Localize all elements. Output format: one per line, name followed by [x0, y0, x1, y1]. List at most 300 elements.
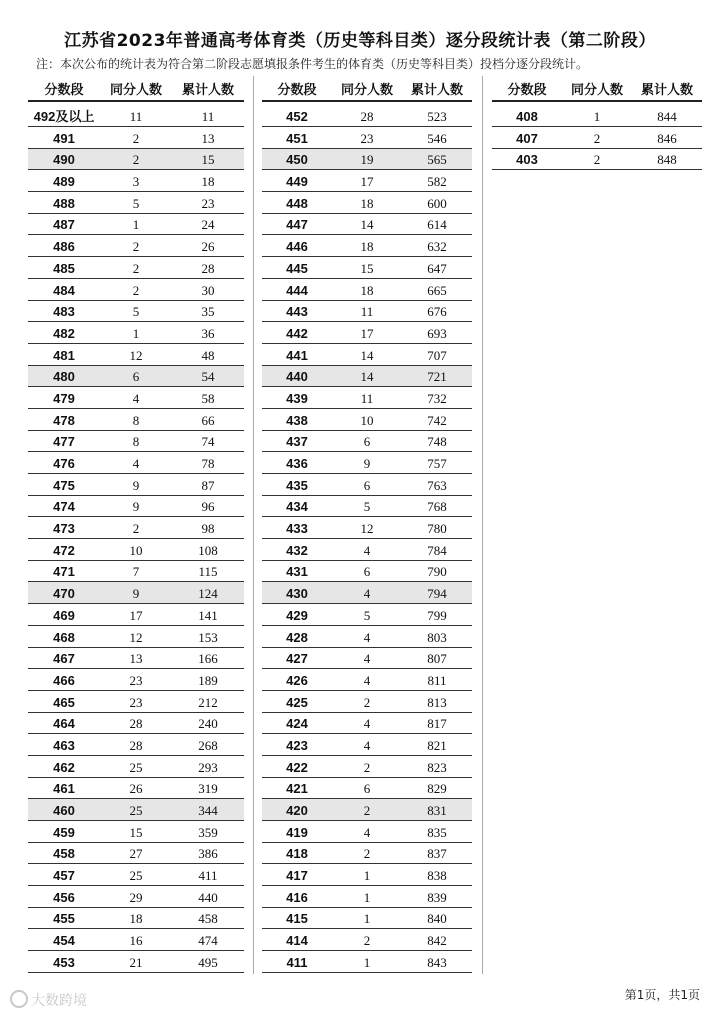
score-cell: 423	[262, 734, 332, 756]
table-row	[28, 755, 244, 777]
cumulative-cell: 24	[172, 213, 244, 235]
score-cell: 470	[28, 582, 100, 604]
table-row	[28, 604, 244, 626]
score-cell: 486	[28, 235, 100, 257]
table-row	[262, 712, 472, 734]
table-row	[262, 213, 472, 235]
score-cell: 448	[262, 192, 332, 214]
score-cell: 434	[262, 495, 332, 517]
cumulative-cell: 831	[402, 799, 472, 821]
same-count-cell: 12	[332, 517, 402, 539]
same-count-cell: 4	[332, 734, 402, 756]
score-cell: 452	[262, 101, 332, 127]
cumulative-cell: 838	[402, 864, 472, 886]
table-row	[28, 647, 244, 669]
same-count-cell: 1	[332, 886, 402, 908]
cumulative-cell: 458	[172, 907, 244, 929]
score-cell: 464	[28, 712, 100, 734]
cumulative-cell: 813	[402, 690, 472, 712]
score-cell: 491	[28, 127, 100, 149]
cumulative-cell: 843	[402, 951, 472, 973]
same-count-cell: 2	[562, 148, 632, 170]
score-cell: 403	[492, 148, 562, 170]
same-count-cell: 1	[332, 907, 402, 929]
table-row	[28, 929, 244, 951]
table-row	[262, 257, 472, 279]
cumulative-cell: 842	[402, 929, 472, 951]
same-count-cell: 4	[100, 452, 172, 474]
table-row	[262, 734, 472, 756]
column-divider	[253, 76, 254, 974]
cumulative-cell: 87	[172, 474, 244, 496]
score-cell: 443	[262, 300, 332, 322]
cumulative-cell: 614	[402, 213, 472, 235]
table-row	[28, 343, 244, 365]
table-row	[28, 408, 244, 430]
cumulative-cell: 790	[402, 560, 472, 582]
table-row	[28, 148, 244, 170]
score-cell: 440	[262, 365, 332, 387]
cumulative-cell: 66	[172, 408, 244, 430]
column-header: 累计人数	[402, 76, 472, 101]
watermark-logo-icon	[10, 990, 28, 1008]
table-row	[262, 343, 472, 365]
score-cell: 426	[262, 669, 332, 691]
score-cell: 418	[262, 842, 332, 864]
same-count-cell: 18	[332, 235, 402, 257]
table-row	[28, 235, 244, 257]
score-table-col-1	[28, 76, 244, 973]
table-row	[28, 300, 244, 322]
score-cell: 471	[28, 560, 100, 582]
table-row	[262, 101, 472, 127]
table-row	[262, 864, 472, 886]
table-row	[28, 625, 244, 647]
score-cell: 415	[262, 907, 332, 929]
column-divider	[482, 76, 483, 974]
same-count-cell: 4	[332, 625, 402, 647]
same-count-cell: 18	[100, 907, 172, 929]
table-row	[262, 474, 472, 496]
column-header: 同分人数	[332, 76, 402, 101]
table-row	[28, 322, 244, 344]
score-cell: 421	[262, 777, 332, 799]
same-count-cell: 2	[100, 127, 172, 149]
cumulative-cell: 829	[402, 777, 472, 799]
cumulative-cell: 844	[632, 101, 702, 127]
score-cell: 459	[28, 821, 100, 843]
score-cell: 417	[262, 864, 332, 886]
score-cell: 457	[28, 864, 100, 886]
same-count-cell: 25	[100, 864, 172, 886]
score-cell: 414	[262, 929, 332, 951]
cumulative-cell: 212	[172, 690, 244, 712]
column-header: 同分人数	[562, 76, 632, 101]
table-header-row	[28, 76, 244, 101]
same-count-cell: 2	[332, 799, 402, 821]
table-row	[262, 430, 472, 452]
score-cell: 478	[28, 408, 100, 430]
cumulative-cell: 74	[172, 430, 244, 452]
cumulative-cell: 807	[402, 647, 472, 669]
score-cell: 483	[28, 300, 100, 322]
same-count-cell: 3	[100, 170, 172, 192]
score-cell: 408	[492, 101, 562, 127]
cumulative-cell: 732	[402, 387, 472, 409]
table-row	[28, 101, 244, 127]
watermark-text: 大数跨境	[31, 993, 87, 1009]
same-count-cell: 12	[100, 625, 172, 647]
watermark	[10, 990, 87, 1010]
score-cell: 487	[28, 213, 100, 235]
score-cell: 420	[262, 799, 332, 821]
column-header: 分数段	[262, 76, 332, 101]
cumulative-cell: 632	[402, 235, 472, 257]
cumulative-cell: 58	[172, 387, 244, 409]
cumulative-cell: 96	[172, 495, 244, 517]
table-row	[262, 690, 472, 712]
same-count-cell: 8	[100, 408, 172, 430]
table-row	[492, 148, 702, 170]
same-count-cell: 17	[332, 322, 402, 344]
score-cell: 488	[28, 192, 100, 214]
table-row	[28, 213, 244, 235]
cumulative-cell: 26	[172, 235, 244, 257]
same-count-cell: 4	[332, 712, 402, 734]
page-title: 江苏省2023年普通高考体育类（历史等科目类）逐分段统计表（第二阶段）	[64, 31, 656, 51]
score-cell: 441	[262, 343, 332, 365]
score-cell: 455	[28, 907, 100, 929]
score-cell: 438	[262, 408, 332, 430]
table-row	[262, 539, 472, 561]
table-row	[28, 799, 244, 821]
cumulative-cell: 799	[402, 604, 472, 626]
cumulative-cell: 48	[172, 343, 244, 365]
table-row	[28, 539, 244, 561]
table-row	[28, 278, 244, 300]
cumulative-cell: 823	[402, 755, 472, 777]
same-count-cell: 15	[332, 257, 402, 279]
score-cell: 482	[28, 322, 100, 344]
table-row	[262, 127, 472, 149]
same-count-cell: 28	[332, 101, 402, 127]
table-row	[492, 101, 702, 127]
table-row	[262, 907, 472, 929]
same-count-cell: 14	[332, 343, 402, 365]
table-row	[28, 821, 244, 843]
cumulative-cell: 565	[402, 148, 472, 170]
score-cell: 435	[262, 474, 332, 496]
cumulative-cell: 18	[172, 170, 244, 192]
cumulative-cell: 721	[402, 365, 472, 387]
column-header: 分数段	[492, 76, 562, 101]
score-cell: 474	[28, 495, 100, 517]
same-count-cell: 25	[100, 799, 172, 821]
table-row	[262, 886, 472, 908]
same-count-cell: 2	[100, 257, 172, 279]
cumulative-cell: 411	[172, 864, 244, 886]
same-count-cell: 6	[332, 777, 402, 799]
same-count-cell: 4	[332, 582, 402, 604]
same-count-cell: 26	[100, 777, 172, 799]
same-count-cell: 5	[332, 604, 402, 626]
table-row	[28, 387, 244, 409]
same-count-cell: 2	[100, 235, 172, 257]
cumulative-cell: 523	[402, 101, 472, 127]
table-row	[262, 777, 472, 799]
table-row	[28, 517, 244, 539]
same-count-cell: 2	[332, 929, 402, 951]
table-row	[28, 669, 244, 691]
table-row	[262, 560, 472, 582]
cumulative-cell: 36	[172, 322, 244, 344]
same-count-cell: 9	[100, 495, 172, 517]
table-row	[262, 452, 472, 474]
same-count-cell: 10	[332, 408, 402, 430]
table-header-row	[262, 76, 472, 101]
cumulative-cell: 386	[172, 842, 244, 864]
same-count-cell: 28	[100, 712, 172, 734]
cumulative-cell: 293	[172, 755, 244, 777]
same-count-cell: 1	[332, 864, 402, 886]
same-count-cell: 27	[100, 842, 172, 864]
score-cell: 467	[28, 647, 100, 669]
cumulative-cell: 811	[402, 669, 472, 691]
score-cell: 427	[262, 647, 332, 669]
table-row	[262, 625, 472, 647]
score-cell: 422	[262, 755, 332, 777]
table-row	[28, 192, 244, 214]
table-row	[28, 430, 244, 452]
cumulative-cell: 742	[402, 408, 472, 430]
score-cell: 425	[262, 690, 332, 712]
same-count-cell: 9	[100, 582, 172, 604]
table-row	[28, 907, 244, 929]
cumulative-cell: 23	[172, 192, 244, 214]
table-row	[28, 495, 244, 517]
score-cell: 473	[28, 517, 100, 539]
same-count-cell: 2	[100, 148, 172, 170]
score-cell: 475	[28, 474, 100, 496]
same-count-cell: 2	[332, 755, 402, 777]
same-count-cell: 15	[100, 821, 172, 843]
same-count-cell: 7	[100, 560, 172, 582]
same-count-cell: 2	[562, 127, 632, 149]
score-cell: 433	[262, 517, 332, 539]
score-cell: 468	[28, 625, 100, 647]
score-cell: 430	[262, 582, 332, 604]
same-count-cell: 23	[332, 127, 402, 149]
cumulative-cell: 54	[172, 365, 244, 387]
page-footer: 第1页，共1页	[624, 988, 700, 1002]
cumulative-cell: 98	[172, 517, 244, 539]
cumulative-cell: 35	[172, 300, 244, 322]
cumulative-cell: 124	[172, 582, 244, 604]
cumulative-cell: 794	[402, 582, 472, 604]
same-count-cell: 1	[562, 101, 632, 127]
table-row	[28, 777, 244, 799]
score-cell: 454	[28, 929, 100, 951]
cumulative-cell: 11	[172, 101, 244, 127]
same-count-cell: 5	[332, 495, 402, 517]
cumulative-cell: 840	[402, 907, 472, 929]
score-cell: 432	[262, 539, 332, 561]
score-cell: 465	[28, 690, 100, 712]
table-row	[262, 604, 472, 626]
same-count-cell: 9	[332, 452, 402, 474]
same-count-cell: 6	[332, 430, 402, 452]
table-row	[262, 170, 472, 192]
same-count-cell: 25	[100, 755, 172, 777]
cumulative-cell: 837	[402, 842, 472, 864]
table-row	[28, 951, 244, 973]
score-cell: 431	[262, 560, 332, 582]
cumulative-cell: 784	[402, 539, 472, 561]
note-text: 注：本次公布的统计表为符合第二阶段志愿填报条件考生的体育类（历史等科目类）投档分逐分段统计。	[36, 57, 589, 71]
same-count-cell: 14	[332, 365, 402, 387]
column-header: 累计人数	[632, 76, 702, 101]
score-cell: 462	[28, 755, 100, 777]
table-row	[262, 517, 472, 539]
same-count-cell: 12	[100, 343, 172, 365]
table-row	[28, 582, 244, 604]
same-count-cell: 1	[332, 951, 402, 973]
same-count-cell: 2	[100, 517, 172, 539]
table-row	[28, 127, 244, 149]
score-cell: 450	[262, 148, 332, 170]
cumulative-cell: 757	[402, 452, 472, 474]
same-count-cell: 11	[100, 101, 172, 127]
same-count-cell: 17	[100, 604, 172, 626]
score-cell: 477	[28, 430, 100, 452]
table-row	[262, 669, 472, 691]
table-row	[262, 387, 472, 409]
same-count-cell: 13	[100, 647, 172, 669]
same-count-cell: 18	[332, 278, 402, 300]
cumulative-cell: 817	[402, 712, 472, 734]
same-count-cell: 9	[100, 474, 172, 496]
table-row	[262, 278, 472, 300]
cumulative-cell: 582	[402, 170, 472, 192]
same-count-cell: 5	[100, 300, 172, 322]
table-row	[262, 408, 472, 430]
same-count-cell: 28	[100, 734, 172, 756]
table-row	[262, 582, 472, 604]
cumulative-cell: 647	[402, 257, 472, 279]
cumulative-cell: 474	[172, 929, 244, 951]
cumulative-cell: 240	[172, 712, 244, 734]
cumulative-cell: 344	[172, 799, 244, 821]
same-count-cell: 11	[332, 300, 402, 322]
same-count-cell: 5	[100, 192, 172, 214]
same-count-cell: 16	[100, 929, 172, 951]
table-row	[262, 929, 472, 951]
score-cell: 490	[28, 148, 100, 170]
same-count-cell: 1	[100, 322, 172, 344]
same-count-cell: 2	[332, 690, 402, 712]
table-row	[262, 148, 472, 170]
score-cell: 492及以上	[28, 101, 100, 127]
table-row	[28, 690, 244, 712]
table-row	[262, 951, 472, 973]
score-table-col-2	[262, 76, 472, 973]
table-row	[28, 560, 244, 582]
score-cell: 447	[262, 213, 332, 235]
same-count-cell: 17	[332, 170, 402, 192]
same-count-cell: 23	[100, 690, 172, 712]
score-cell: 460	[28, 799, 100, 821]
score-cell: 428	[262, 625, 332, 647]
cumulative-cell: 748	[402, 430, 472, 452]
table-header-row	[492, 76, 702, 101]
table-row	[262, 647, 472, 669]
cumulative-cell: 848	[632, 148, 702, 170]
score-cell: 437	[262, 430, 332, 452]
table-row	[262, 322, 472, 344]
score-cell: 489	[28, 170, 100, 192]
table-row	[28, 474, 244, 496]
score-cell: 479	[28, 387, 100, 409]
table-row	[28, 452, 244, 474]
same-count-cell: 4	[332, 539, 402, 561]
table-row	[262, 365, 472, 387]
score-cell: 453	[28, 951, 100, 973]
cumulative-cell: 319	[172, 777, 244, 799]
cumulative-cell: 495	[172, 951, 244, 973]
table-row	[262, 235, 472, 257]
score-cell: 466	[28, 669, 100, 691]
score-cell: 442	[262, 322, 332, 344]
cumulative-cell: 846	[632, 127, 702, 149]
score-cell: 458	[28, 842, 100, 864]
score-table-col-3	[492, 76, 702, 170]
table-row	[28, 712, 244, 734]
score-cell: 429	[262, 604, 332, 626]
cumulative-cell: 835	[402, 821, 472, 843]
table-row	[262, 755, 472, 777]
cumulative-cell: 268	[172, 734, 244, 756]
same-count-cell: 21	[100, 951, 172, 973]
same-count-cell: 18	[332, 192, 402, 214]
score-cell: 449	[262, 170, 332, 192]
score-cell: 485	[28, 257, 100, 279]
cumulative-cell: 546	[402, 127, 472, 149]
cumulative-cell: 141	[172, 604, 244, 626]
table-row	[28, 842, 244, 864]
score-cell: 472	[28, 539, 100, 561]
table-row	[262, 842, 472, 864]
table-row	[262, 799, 472, 821]
same-count-cell: 8	[100, 430, 172, 452]
score-cell: 451	[262, 127, 332, 149]
cumulative-cell: 359	[172, 821, 244, 843]
same-count-cell: 29	[100, 886, 172, 908]
cumulative-cell: 763	[402, 474, 472, 496]
same-count-cell: 14	[332, 213, 402, 235]
same-count-cell: 6	[332, 474, 402, 496]
cumulative-cell: 108	[172, 539, 244, 561]
same-count-cell: 2	[100, 278, 172, 300]
table-row	[28, 886, 244, 908]
cumulative-cell: 803	[402, 625, 472, 647]
score-cell: 481	[28, 343, 100, 365]
table-row	[492, 127, 702, 149]
score-cell: 436	[262, 452, 332, 474]
table-row	[262, 821, 472, 843]
cumulative-cell: 153	[172, 625, 244, 647]
cumulative-cell: 13	[172, 127, 244, 149]
same-count-cell: 19	[332, 148, 402, 170]
